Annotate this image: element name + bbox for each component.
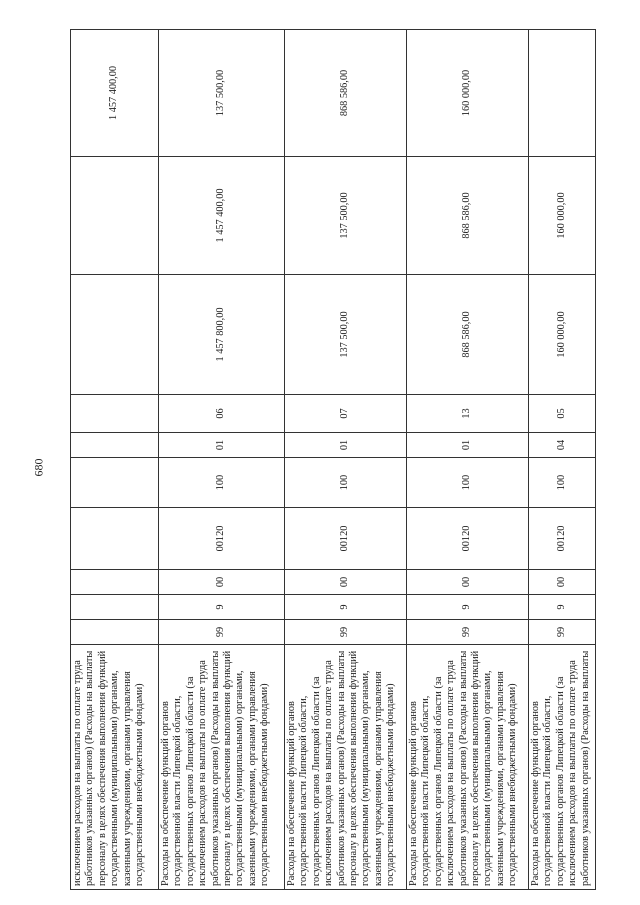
- amount-3: 868 586,00: [285, 30, 407, 157]
- code-section: 01: [285, 433, 407, 458]
- row-description: Расходы на обеспечение функций органов государственной власти Липецкой области, государственных органов Липецкой области (за исключением расходов на выплаты по оплате труда работников указанных органов) (Расходы на выплаты: [529, 645, 596, 890]
- code-subprogram: 9: [159, 595, 285, 620]
- code-section: 04: [529, 433, 596, 458]
- row-description: Расходы на обеспечение функций органов государственной власти Липецкой области, государственных органов Липецкой области (за исключением расходов на выплаты по оплате труда работников указанных органов) (Расходы на выплаты персоналу в целях обеспечения выполнения функций государственными (муниципальными) органами, казенными учреждениями, органами управления государственными внебюджетными фондами): [407, 645, 529, 890]
- amount-1: 160 000,00: [529, 275, 596, 395]
- amount-1: 868 586,00: [407, 275, 529, 395]
- code-subsection: [71, 395, 159, 433]
- code-section: 01: [159, 433, 285, 458]
- code-program: 99: [285, 620, 407, 645]
- code-subsection: 05: [529, 395, 596, 433]
- amount-2: 160 000,00: [529, 157, 596, 275]
- table-row: [285, 30, 407, 890]
- amount-2: 868 586,00: [407, 157, 529, 275]
- code-expense-type: 100: [407, 458, 529, 508]
- code-expense-type: 100: [529, 458, 596, 508]
- code-program: [71, 620, 159, 645]
- page-number: 680: [31, 458, 46, 477]
- amount-2: [71, 157, 159, 275]
- code-subprogram: 9: [407, 595, 529, 620]
- code-section: [71, 433, 159, 458]
- amount-2: 137 500,00: [285, 157, 407, 275]
- table-row: [529, 30, 596, 890]
- code-subsection: 06: [159, 395, 285, 433]
- amount-3: [529, 30, 596, 157]
- amount-1: [71, 275, 159, 395]
- amount-1: 1 457 800,00: [159, 275, 285, 395]
- code-program: 99: [159, 620, 285, 645]
- code-expense-type: [71, 458, 159, 508]
- code-program: 99: [529, 620, 596, 645]
- code-program: 99: [407, 620, 529, 645]
- code-event: 00: [285, 570, 407, 595]
- amount-3: 137 500,00: [159, 30, 285, 157]
- code-subprogram: [71, 595, 159, 620]
- table-row: [407, 30, 529, 890]
- code-subsection: 07: [285, 395, 407, 433]
- code-event: 00: [529, 570, 596, 595]
- code-subprogram: 9: [285, 595, 407, 620]
- amount-3: 160 000,00: [407, 30, 529, 157]
- code-subsection: 13: [407, 395, 529, 433]
- budget-table-rotated: [70, 30, 595, 890]
- table-body: [71, 30, 596, 890]
- code-direction: 00120: [529, 508, 596, 570]
- code-subprogram: 9: [529, 595, 596, 620]
- code-direction: 00120: [159, 508, 285, 570]
- row-description: исключением расходов на выплаты по оплате труда работников указанных органов) (Расходы на выплаты персоналу в целях обеспечения выполнения функций государственными (муниципальными) органами, казенными учреждениями, органами управления государственными внебюджетными фондами): [71, 645, 159, 890]
- code-direction: 00120: [407, 508, 529, 570]
- code-event: 00: [159, 570, 285, 595]
- table-row: [159, 30, 285, 890]
- code-expense-type: 100: [159, 458, 285, 508]
- row-description: Расходы на обеспечение функций органов государственной власти Липецкой области, государственных органов Липецкой области (за исключением расходов на выплаты по оплате труда работников указанных органов) (Расходы на выплаты персоналу в целях обеспечения выполнения функций государственными (муниципальными) органами, казенными учреждениями, органами управления государственными внебюджетными фондами): [285, 645, 407, 890]
- code-direction: 00120: [285, 508, 407, 570]
- table-row: [71, 30, 159, 890]
- code-event: [71, 570, 159, 595]
- code-expense-type: 100: [285, 458, 407, 508]
- amount-3: 1 457 400,00: [71, 30, 159, 157]
- code-event: 00: [407, 570, 529, 595]
- amount-2: 1 457 400,00: [159, 157, 285, 275]
- code-direction: [71, 508, 159, 570]
- code-section: 01: [407, 433, 529, 458]
- amount-1: 137 500,00: [285, 275, 407, 395]
- row-description: Расходы на обеспечение функций органов государственной власти Липецкой области, государственных органов Липецкой области (за исключением расходов на выплаты по оплате труда работников указанных органов) (Расходы на выплаты персоналу в целях обеспечения выполнения функций государственными (муниципальными) органами, казенными учреждениями, органами управления государственными внебюджетными фондами): [159, 645, 285, 890]
- budget-table: [70, 29, 596, 890]
